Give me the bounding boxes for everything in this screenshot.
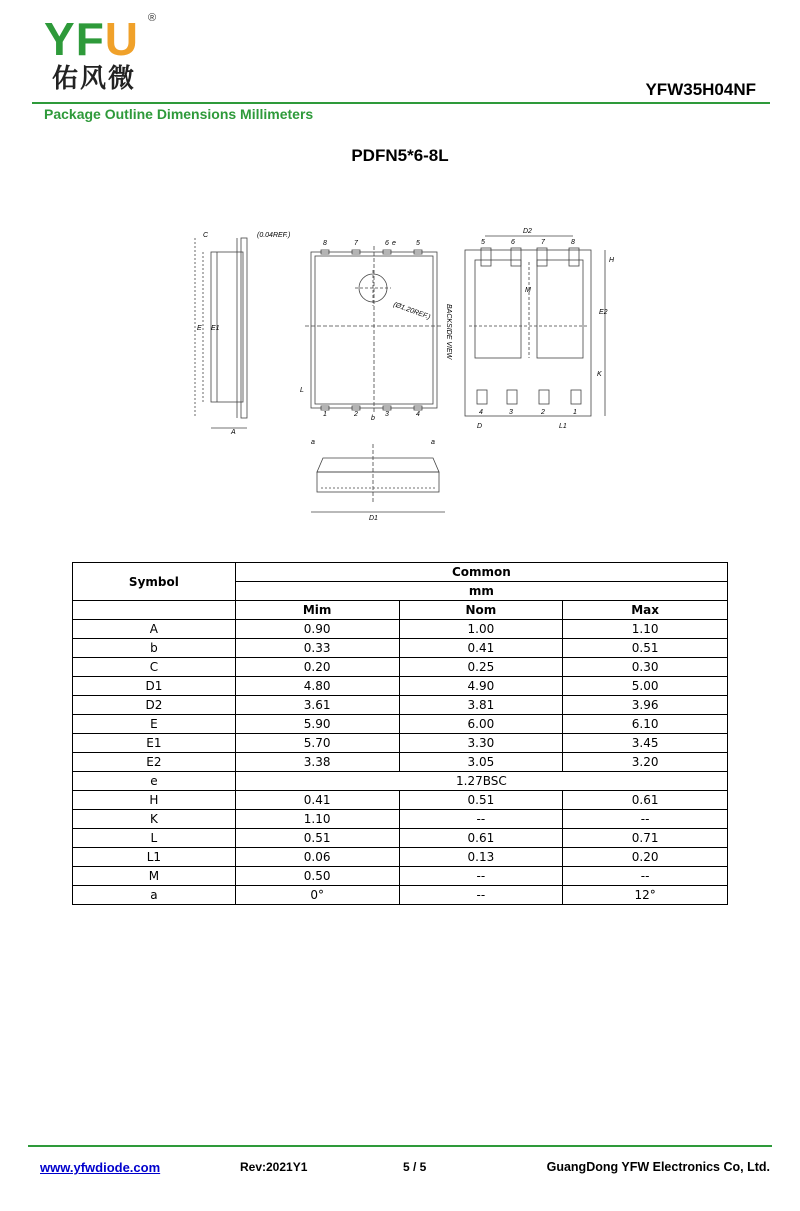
dim-label: L1 <box>559 423 567 430</box>
symbol-cell: L1 <box>73 848 236 867</box>
symbol-cell: a <box>73 886 236 905</box>
min-cell: 5.70 <box>235 734 399 753</box>
symbol-cell: e <box>73 772 236 791</box>
table-row <box>73 620 728 639</box>
dim-label: a <box>311 439 315 446</box>
table-row <box>73 886 728 905</box>
package-title: PDFN5*6-8L <box>351 146 449 165</box>
min-cell: 3.38 <box>235 753 399 772</box>
backside-view-label: BACKSIDE VIEW <box>445 304 452 360</box>
pin-label: 4 <box>479 409 483 416</box>
dim-label: H <box>609 257 615 264</box>
nom-cell: -- <box>399 886 563 905</box>
max-cell: 0.61 <box>563 791 728 810</box>
symbol-cell: E2 <box>73 753 236 772</box>
symbol-cell: L <box>73 829 236 848</box>
blank-cell <box>73 601 236 620</box>
nom-cell: 0.51 <box>399 791 563 810</box>
min-cell: 0.90 <box>235 620 399 639</box>
table-row <box>73 639 728 658</box>
unit-header: mm <box>235 582 727 601</box>
logo-letters <box>44 14 139 64</box>
min-cell: 3.61 <box>235 696 399 715</box>
nom-cell: -- <box>399 810 563 829</box>
company-logo <box>44 14 164 98</box>
nom-cell: 0.13 <box>399 848 563 867</box>
max-cell: 3.20 <box>563 753 728 772</box>
nom-cell: 3.05 <box>399 753 563 772</box>
max-cell: 0.71 <box>563 829 728 848</box>
pin-label: 8 <box>323 240 327 247</box>
pin-label: 2 <box>541 409 545 416</box>
dim-label: D2 <box>523 228 532 235</box>
min-cell: 0.33 <box>235 639 399 658</box>
table-row <box>73 867 728 886</box>
nom-cell: 0.25 <box>399 658 563 677</box>
website-link[interactable]: www.yfwdiode.com <box>40 1160 161 1175</box>
max-cell: 3.45 <box>563 734 728 753</box>
table-row <box>73 791 728 810</box>
pin-label: 7 <box>354 240 358 247</box>
dim-label: C <box>203 232 209 239</box>
table-row <box>73 715 728 734</box>
dim-label: E2 <box>599 309 608 316</box>
nom-cell: 0.61 <box>399 829 563 848</box>
value-cell: 1.27BSC <box>235 772 727 791</box>
page-number: 5 / 5 <box>403 1160 427 1174</box>
nom-cell: 1.00 <box>399 620 563 639</box>
max-cell: 0.20 <box>563 848 728 867</box>
header-divider <box>32 102 770 104</box>
dim-label: D1 <box>369 515 378 522</box>
dim-label: A <box>231 429 236 436</box>
pin-label: 2 <box>354 411 358 418</box>
min-header: Mim <box>235 601 399 620</box>
nom-cell: -- <box>399 867 563 886</box>
section-title: Package Outline Dimensions Millimeters <box>44 106 314 122</box>
pin-label: 3 <box>385 411 389 418</box>
nom-cell: 0.41 <box>399 639 563 658</box>
pin-label: 5 <box>481 239 485 246</box>
table-row <box>73 696 728 715</box>
pin-label: 7 <box>541 239 545 246</box>
symbol-cell: D1 <box>73 677 236 696</box>
nom-cell: 3.30 <box>399 734 563 753</box>
pin-label: 6 <box>385 240 389 247</box>
table-row <box>73 734 728 753</box>
part-number: YFW35H04NF <box>645 80 756 99</box>
symbol-cell: M <box>73 867 236 886</box>
min-cell: 0° <box>235 886 399 905</box>
dim-label: D <box>477 423 483 430</box>
dim-label: M <box>525 287 531 294</box>
max-cell: 5.00 <box>563 677 728 696</box>
nom-cell: 4.90 <box>399 677 563 696</box>
min-cell: 5.90 <box>235 715 399 734</box>
max-cell: 1.10 <box>563 620 728 639</box>
table-row <box>73 753 728 772</box>
symbol-cell: E <box>73 715 236 734</box>
dim-label: e <box>392 240 396 247</box>
table-row <box>73 658 728 677</box>
side-view <box>195 238 247 428</box>
dim-label: E1 <box>211 325 220 332</box>
pin-label: 6 <box>511 239 515 246</box>
max-cell: 6.10 <box>563 715 728 734</box>
min-cell: 0.20 <box>235 658 399 677</box>
pin-label: 1 <box>323 411 327 418</box>
min-cell: 1.10 <box>235 810 399 829</box>
table-row <box>73 772 728 791</box>
nom-header: Nom <box>399 601 563 620</box>
min-cell: 0.51 <box>235 829 399 848</box>
dim-label: b <box>371 415 375 422</box>
common-header: Common <box>235 563 727 582</box>
min-cell: 0.06 <box>235 848 399 867</box>
table-row <box>73 848 728 867</box>
logo-letter: U <box>104 13 140 65</box>
min-cell: 0.50 <box>235 867 399 886</box>
symbol-header: Symbol <box>73 563 236 601</box>
pin-label: 4 <box>416 411 420 418</box>
min-cell: 4.80 <box>235 677 399 696</box>
dim-label: (0.04REF.) <box>257 232 291 239</box>
pin-label: 1 <box>573 409 577 416</box>
pin-label: 5 <box>416 240 420 247</box>
table-row <box>73 810 728 829</box>
dim-label: L <box>300 387 304 394</box>
logo-chinese-name: 佑风微 <box>52 64 137 94</box>
max-cell: -- <box>563 810 728 829</box>
nom-cell: 6.00 <box>399 715 563 734</box>
table-row <box>73 677 728 696</box>
max-header: Max <box>563 601 728 620</box>
max-cell: 12° <box>563 886 728 905</box>
logo-letter: Y <box>44 13 76 65</box>
front-view <box>311 444 445 512</box>
logo-letter: F <box>75 13 105 65</box>
table-row <box>73 829 728 848</box>
symbol-cell: E1 <box>73 734 236 753</box>
dim-label: (Ø1.20REF.) <box>392 301 432 322</box>
symbol-cell: D2 <box>73 696 236 715</box>
footer-divider <box>28 1145 772 1147</box>
company-name: GuangDong YFW Electronics Co, Ltd. <box>546 1160 770 1174</box>
registered-mark: ® <box>148 12 157 24</box>
min-cell: 0.41 <box>235 791 399 810</box>
dimensions-table <box>72 562 728 905</box>
top-view <box>305 246 443 414</box>
max-cell: 0.51 <box>563 639 728 658</box>
revision-text: Rev:2021Y1 <box>240 1160 308 1174</box>
symbol-cell: A <box>73 620 236 639</box>
pin-label: 3 <box>509 409 513 416</box>
back-view <box>465 236 605 416</box>
max-cell: -- <box>563 867 728 886</box>
dim-label: E <box>197 325 202 332</box>
package-outline-drawing <box>185 222 615 522</box>
nom-cell: 3.81 <box>399 696 563 715</box>
symbol-cell: C <box>73 658 236 677</box>
max-cell: 0.30 <box>563 658 728 677</box>
pin-label: 8 <box>571 239 575 246</box>
dim-label: K <box>597 371 602 378</box>
symbol-cell: b <box>73 639 236 658</box>
dim-label: a <box>431 439 435 446</box>
symbol-cell: H <box>73 791 236 810</box>
symbol-cell: K <box>73 810 236 829</box>
max-cell: 3.96 <box>563 696 728 715</box>
